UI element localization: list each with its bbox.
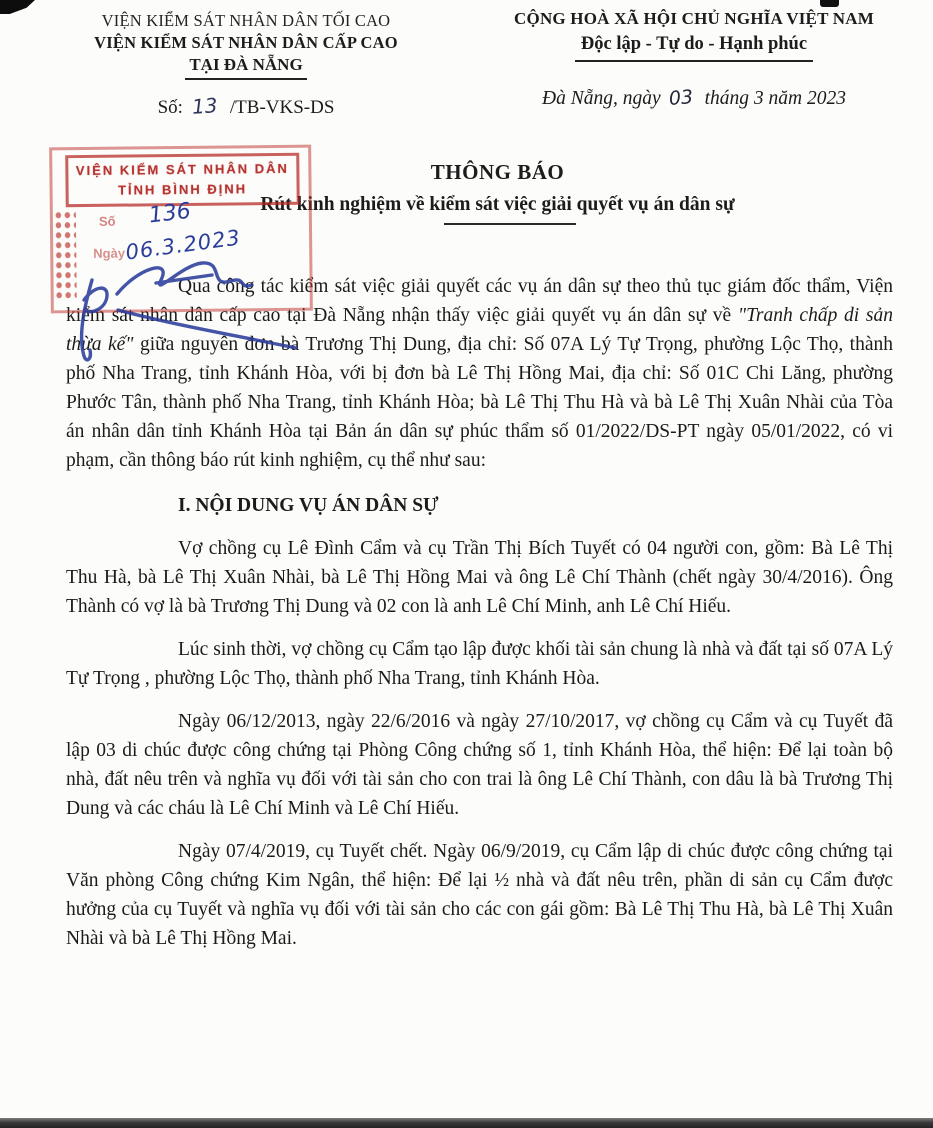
case-type-italic: "Tranh chấp di sản thừa kế" (66, 305, 893, 355)
document-number-handwritten: 13 (190, 93, 218, 119)
national-motto: Độc lập - Tự do - Hạnh phúc (575, 32, 813, 62)
issuing-authority-block (30, 10, 462, 120)
signature-scribble (60, 238, 310, 368)
paragraph-family: Vợ chồng cụ Lê Đình Cẩm và cụ Trần Thị Bích Tuyết có 04 người con, gồm: Bà Lê Thị Thu Hà, bà Lê Thị Xuân Nhài, bà Lê Thị Hồng Mai và ông Lê Chí Thành (chết ngày 30/4/2016). Ông Thành có vợ là bà Trương Thị Dung và 02 con là anh Lê Chí Minh, anh Lê Chí Hiếu. (66, 538, 893, 617)
document-title: THÔNG BÁO (430, 160, 565, 184)
authority-location: TẠI ĐÀ NẴNG (185, 54, 306, 80)
scan-artifact-bottom-bar (0, 1118, 933, 1128)
document-number-suffix: /TB-VKS-DS (229, 96, 335, 118)
stamp-number-handwritten: 136 (147, 198, 193, 229)
paragraph-will-2019: Ngày 07/4/2019, cụ Tuyết chết. Ngày 06/9/2019, cụ Cẩm lập di chúc được công chứng tại Văn phòng Công chứng Kim Ngân, thể hiện: Để lại ½ nhà và đất nêu trên, phần di sản cụ Cẩm được hưởng của cụ Tuyết và nghĩa vụ đối với tài sản cho các con gái gồm: Bà Lê Thị Thu Hà, bà Lê Thị Xuân Nhài và bà Lê Thị Hồng Mai. (66, 841, 893, 949)
date-day-handwritten: 03 (667, 85, 694, 110)
date-prefix: Đà Nẵng, ngày (542, 87, 661, 109)
document-number-line (30, 93, 462, 120)
subtitle-underline (444, 223, 576, 225)
stamp-date-label: Ngày (93, 245, 126, 261)
place-date-line (468, 86, 920, 112)
stamp-date-handwritten: 06.3.2023 (124, 225, 243, 265)
paragraph-intro-post: giữa nguyên đơn bà Trương Thị Dung, địa chỉ: Số 07A Lý Tự Trọng, phường Lộc Thọ, thành phố Nha Trang, tỉnh Khánh Hòa, với bị đơn bà Lê Thị Hồng Mai, địa chỉ: Số 01C Chi Lăng, phường Phước Tân, thành phố Nha Trang, tỉnh Khánh Hòa; bà Lê Thị Thu Hà và bà Lê Thị Xuân Nhài của Tòa án nhân dân tỉnh Khánh Hòa tại Bản án dân sự phúc thẩm số 01/2022/DS-PT ngày 05/01/2022, có vi phạm, cần thông báo rút kinh nghiệm, cụ thể như sau: (66, 334, 893, 471)
section-heading-1: I. NỘI DUNG VỤ ÁN DÂN SỰ (178, 495, 439, 516)
national-header-block (468, 8, 920, 112)
authority-name: VIỆN KIỂM SÁT NHÂN DÂN CẤP CAO (94, 32, 398, 52)
document-subtitle: Rút kinh nghiệm về kiểm sát việc giải quyết vụ án dân sự (260, 194, 735, 215)
paragraph-property: Lúc sinh thời, vợ chồng cụ Cẩm tạo lập được khối tài sản chung là nhà và đất tại số 07A Lý Tự Trọng , phường Lộc Thọ, thành phố Nha Trang, tỉnh Khánh Hòa. (66, 639, 893, 689)
authority-parent-name: VIỆN KIỂM SÁT NHÂN DÂN TỐI CAO (101, 11, 391, 30)
document-number-label: Số: (157, 96, 183, 118)
date-suffix: tháng 3 năm 2023 (704, 87, 846, 109)
document-body (66, 272, 893, 967)
stamp-authority-line1: VIỆN KIỂM SÁT NHÂN DÂN (75, 160, 289, 179)
national-title: CỘNG HOÀ XÃ HỘI CHỦ NGHĨA VIỆT NAM (514, 9, 874, 28)
paragraph-wills-2013-2017: Ngày 06/12/2013, ngày 22/6/2016 và ngày 27/10/2017, vợ chồng cụ Cẩm và cụ Tuyết đã lập 03 di chúc được công chứng tại Phòng Công chứng số 1, tỉnh Khánh Hòa, thể hiện: Để lại toàn bộ nhà, đất nêu trên và nghĩa vụ đối với tài sản cho con trai là ông Lê Chí Thành, con dâu là bà Trương Thị Dung và các cháu là Lê Chí Minh và Lê Chí Hiếu. (66, 711, 893, 819)
stamp-authority-line2: TỈNH BÌNH ĐỊNH (117, 180, 248, 198)
paragraph-intro-pre: Qua công tác kiểm sát việc giải quyết các vụ án dân sự theo thủ tục giám đốc thẩm, Viện kiểm sát nhân dân cấp cao tại Đà Nẵng nhận thấy việc giải quyết vụ án dân sự về (66, 276, 893, 326)
scan-artifact-top-right (820, 0, 839, 7)
stamp-number-label: Số (98, 213, 116, 229)
